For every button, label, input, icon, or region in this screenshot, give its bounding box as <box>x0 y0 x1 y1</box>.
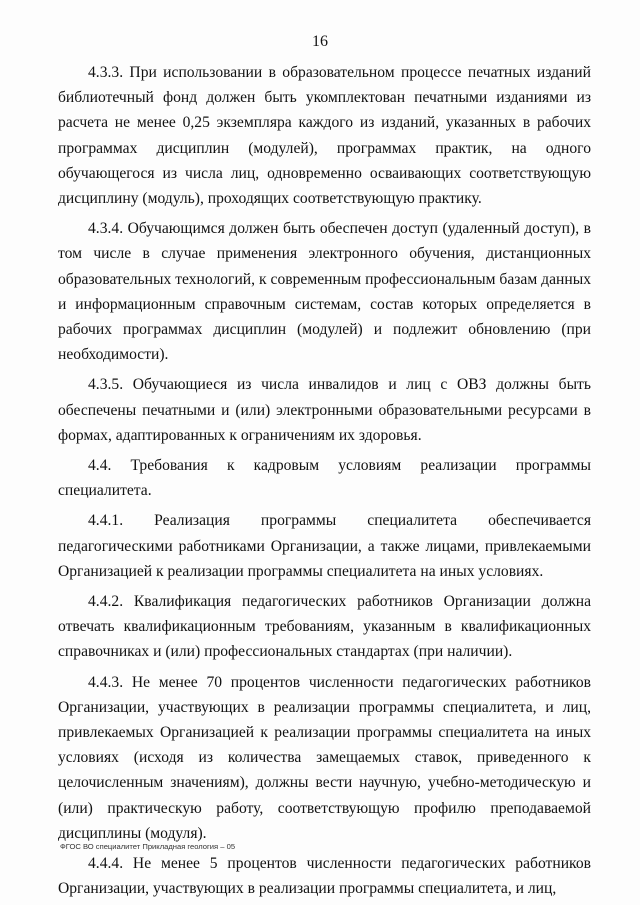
paragraph-4-4-1: 4.4.1. Реализация программы специалитета обеспечивается педагогическими работниками Организации, а также лицами, привлекаемыми Организацией к реализации программы специалитета на иных условиях. <box>58 512 591 580</box>
paragraph-4-3-3: 4.3.3. При использовании в образовательном процессе печатных изданий библиотечный фонд должен быть укомплектован печатными изданиями из расчета не менее 0,25 экземпляра каждого из изданий, указанных в рабочих программах дисциплин (модулей), программах практик, на одного обучающегося из числа лиц, одновременно осваивающих соответствующую дисциплину (модуль), проходящих соответствующую практику. <box>58 64 591 208</box>
paragraph-4-4-4: 4.4.4. Не менее 5 процентов численности педагогических работников Организации, участвующих в реализации программы специалитета, и лиц, <box>58 855 591 898</box>
paragraph-4-3-5: 4.3.5. Обучающиеся из числа инвалидов и лиц с ОВЗ должны быть обеспечены печатными и (или) электронными образовательными ресурсами в формах, адаптированных к ограничениям их здоровья. <box>58 376 591 444</box>
paragraph-4-4-3: 4.4.3. Не менее 70 процентов численности педагогических работников Организации, участвующих в реализации программы специалитета, и лиц, привлекаемых Организацией к реализации программы специалитета на иных условиях (исходя из количества замещаемых ставок, приведенного к целочисленным значениям), должны вести научную, учебно-методическую и (или) практическую работу, соответствующую профилю преподаваемой дисциплины (модуля). <box>58 673 591 842</box>
page-number: 16 <box>312 33 328 50</box>
section-heading-4-4: 4.4. Требования к кадровым условиям реализации программы специалитета. <box>58 457 591 500</box>
paragraph-4-3-4: 4.3.4. Обучающимся должен быть обеспечен доступ (удаленный доступ), в том числе в случае применения электронного обучения, дистанционных образовательных технологий, к современным профессиональным базам данных и информационным справочным системам, состав которых определяется в рабочих программах дисциплин (модулей) и подлежит обновлению (при необходимости). <box>58 220 591 364</box>
paragraph-4-4-2: 4.4.2. Квалификация педагогических работников Организации должна отвечать квалификационным требованиям, указанным в квалификационных справочниках и (или) профессиональных стандартах (при наличии). <box>58 593 591 661</box>
document-body <box>58 60 591 907</box>
page-footer: ФГОС ВО специалитет Прикладная геология – 05 <box>60 842 236 851</box>
